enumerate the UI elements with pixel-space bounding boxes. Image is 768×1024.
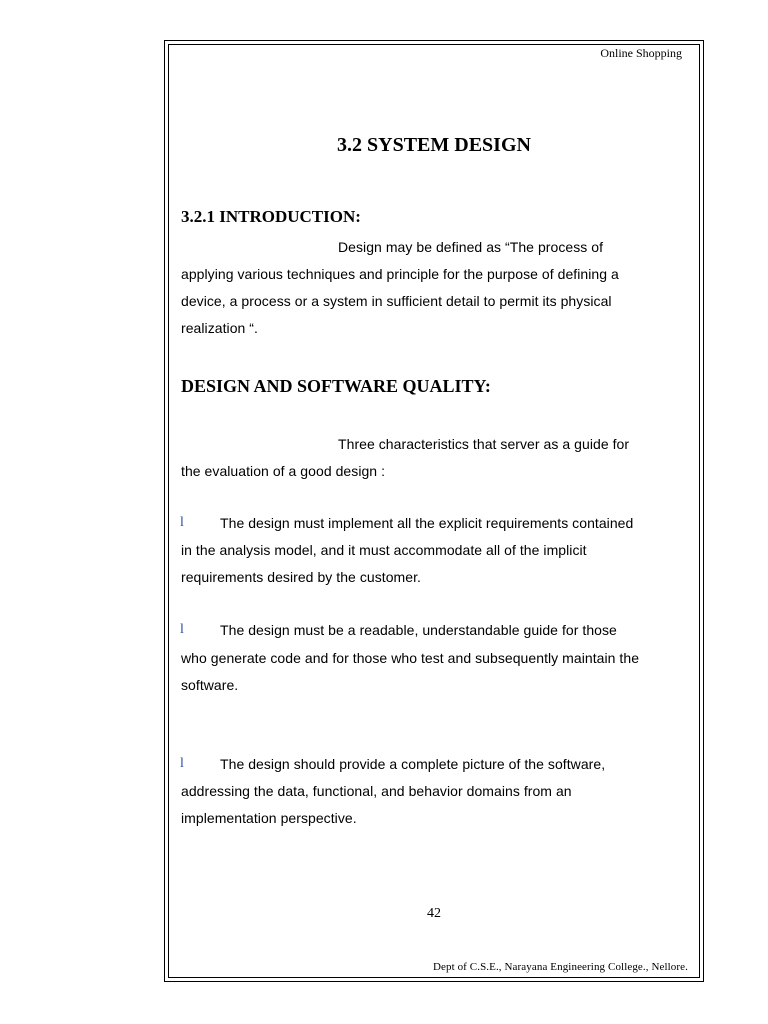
bullet-3-line-2: addressing the data, functional, and behavior domains from an [181,783,572,799]
quality-line-2: the evaluation of a good design : [181,463,386,479]
footer-text: Dept of C.S.E., Narayana Engineering College., Nellore. [432,961,688,973]
intro-line-3: device, a process or a system in sufficient detail to permit its physical [181,293,612,309]
intro-line-1: Design may be defined as “The process of [338,239,604,255]
quality-line-1: Three characteristics that server as a guide for [338,436,630,452]
bullet-2-line-2: who generate code and for those who test and subsequently maintain the [181,650,640,666]
page-border-inner [168,44,700,978]
bullet-marker: l [180,515,184,530]
bullet-1-line-3: requirements desired by the customer. [181,569,421,585]
bullet-1-line-1: The design must implement all the explicit requirements contained [220,515,634,531]
bullet-marker: l [180,622,184,637]
intro-line-2: applying various techniques and principle for the purpose of defining a [181,266,619,282]
bullet-1-line-2: in the analysis model, and it must accommodate all of the implicit [181,542,587,558]
intro-line-4: realization “. [181,320,258,336]
bullet-3-line-3: implementation perspective. [181,810,357,826]
bullet-marker: l [180,756,184,771]
page-title: 3.2 SYSTEM DESIGN [337,134,531,156]
bullet-2-line-3: software. [181,677,239,693]
running-header: Online Shopping [600,46,682,60]
page-number: 42 [427,906,441,921]
bullet-2-line-1: The design must be a readable, understandable guide for those [220,622,617,638]
intro-heading: 3.2.1 INTRODUCTION: [181,207,361,226]
bullet-3-line-1: The design should provide a complete picture of the software, [220,756,606,772]
quality-heading: DESIGN AND SOFTWARE QUALITY: [181,376,491,396]
